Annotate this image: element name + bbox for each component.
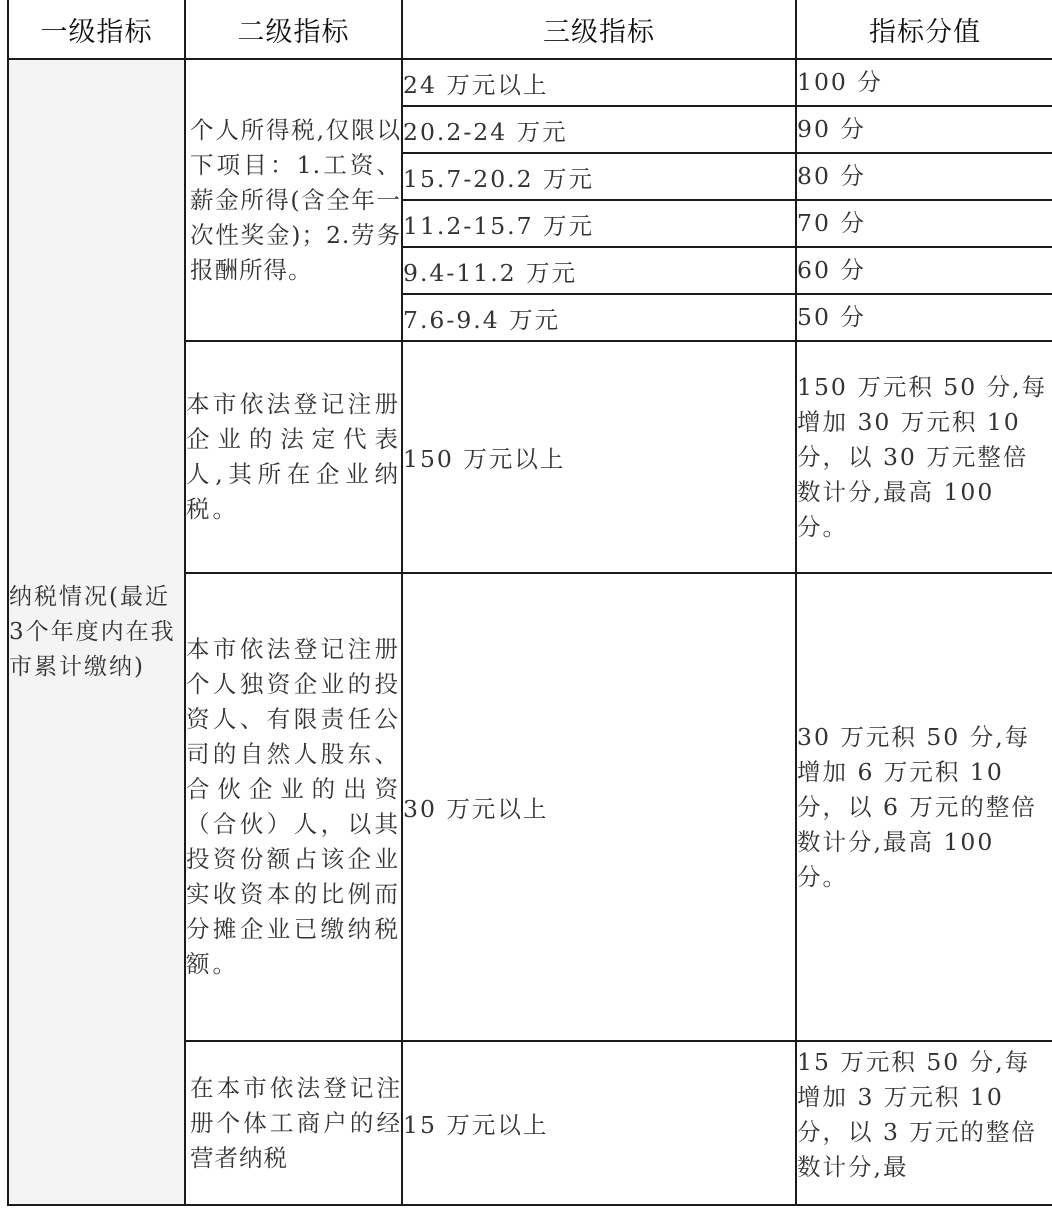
- criterion-cell: 24 万元以上: [402, 59, 796, 106]
- score-cell: 60 分: [796, 247, 1052, 294]
- criterion-cell: 15 万元以上: [402, 1041, 796, 1205]
- scoring-table: [7, 0, 1052, 1206]
- score-cell: 15 万元积 50 分,每增加 3 万元积 10 分，以 3 万元的整倍数计分,最: [796, 1041, 1052, 1205]
- score-cell: 90 分: [796, 106, 1052, 153]
- secondary-cell: 在本市依法登记注册个体工商户的经营者纳税: [185, 1041, 402, 1205]
- score-cell: 100 分: [796, 59, 1052, 106]
- score-cell: 150 万元积 50 分,每增加 30 万元积 10 分，以 30 万元整倍数计分,最高 100 分。: [796, 341, 1052, 573]
- header-level3: 三级指标: [402, 0, 796, 59]
- table-header: [8, 0, 1052, 59]
- criterion-cell: 20.2-24 万元: [402, 106, 796, 153]
- score-cell: 50 分: [796, 294, 1052, 341]
- table-row: [8, 59, 1052, 106]
- criterion-cell: 30 万元以上: [402, 573, 796, 1041]
- criterion-cell: 7.6-9.4 万元: [402, 294, 796, 341]
- criterion-cell: 15.7-20.2 万元: [402, 153, 796, 200]
- header-score: 指标分值: [796, 0, 1052, 59]
- table-body: [8, 59, 1052, 1205]
- score-cell: 70 分: [796, 200, 1052, 247]
- criterion-cell: 11.2-15.7 万元: [402, 200, 796, 247]
- criterion-cell: 9.4-11.2 万元: [402, 247, 796, 294]
- secondary-cell: 个人所得税,仅限以下项目：1.工资、薪金所得(含全年一次性奖金)；2.劳务报酬所得。: [185, 59, 402, 341]
- header-level1: 一级指标: [8, 0, 185, 59]
- category-cell: 纳税情况(最近3个年度内在我市累计缴纳): [8, 59, 185, 1205]
- header-level2: 二级指标: [185, 0, 402, 59]
- secondary-cell: 本市依法登记注册个人独资企业的投资人、有限责任公司的自然人股东、合伙企业的出资（合伙）人，以其投资份额占该企业实收资本的比例而分摊企业已缴纳税额。: [185, 573, 402, 1041]
- secondary-cell: 本市依法登记注册企业的法定代表人,其所在企业纳税。: [185, 341, 402, 573]
- criterion-cell: 150 万元以上: [402, 341, 796, 573]
- score-cell: 80 分: [796, 153, 1052, 200]
- header-row: [8, 0, 1052, 59]
- score-cell: 30 万元积 50 分,每增加 6 万元积 10 分，以 6 万元的整倍数计分,最高 100 分。: [796, 573, 1052, 1041]
